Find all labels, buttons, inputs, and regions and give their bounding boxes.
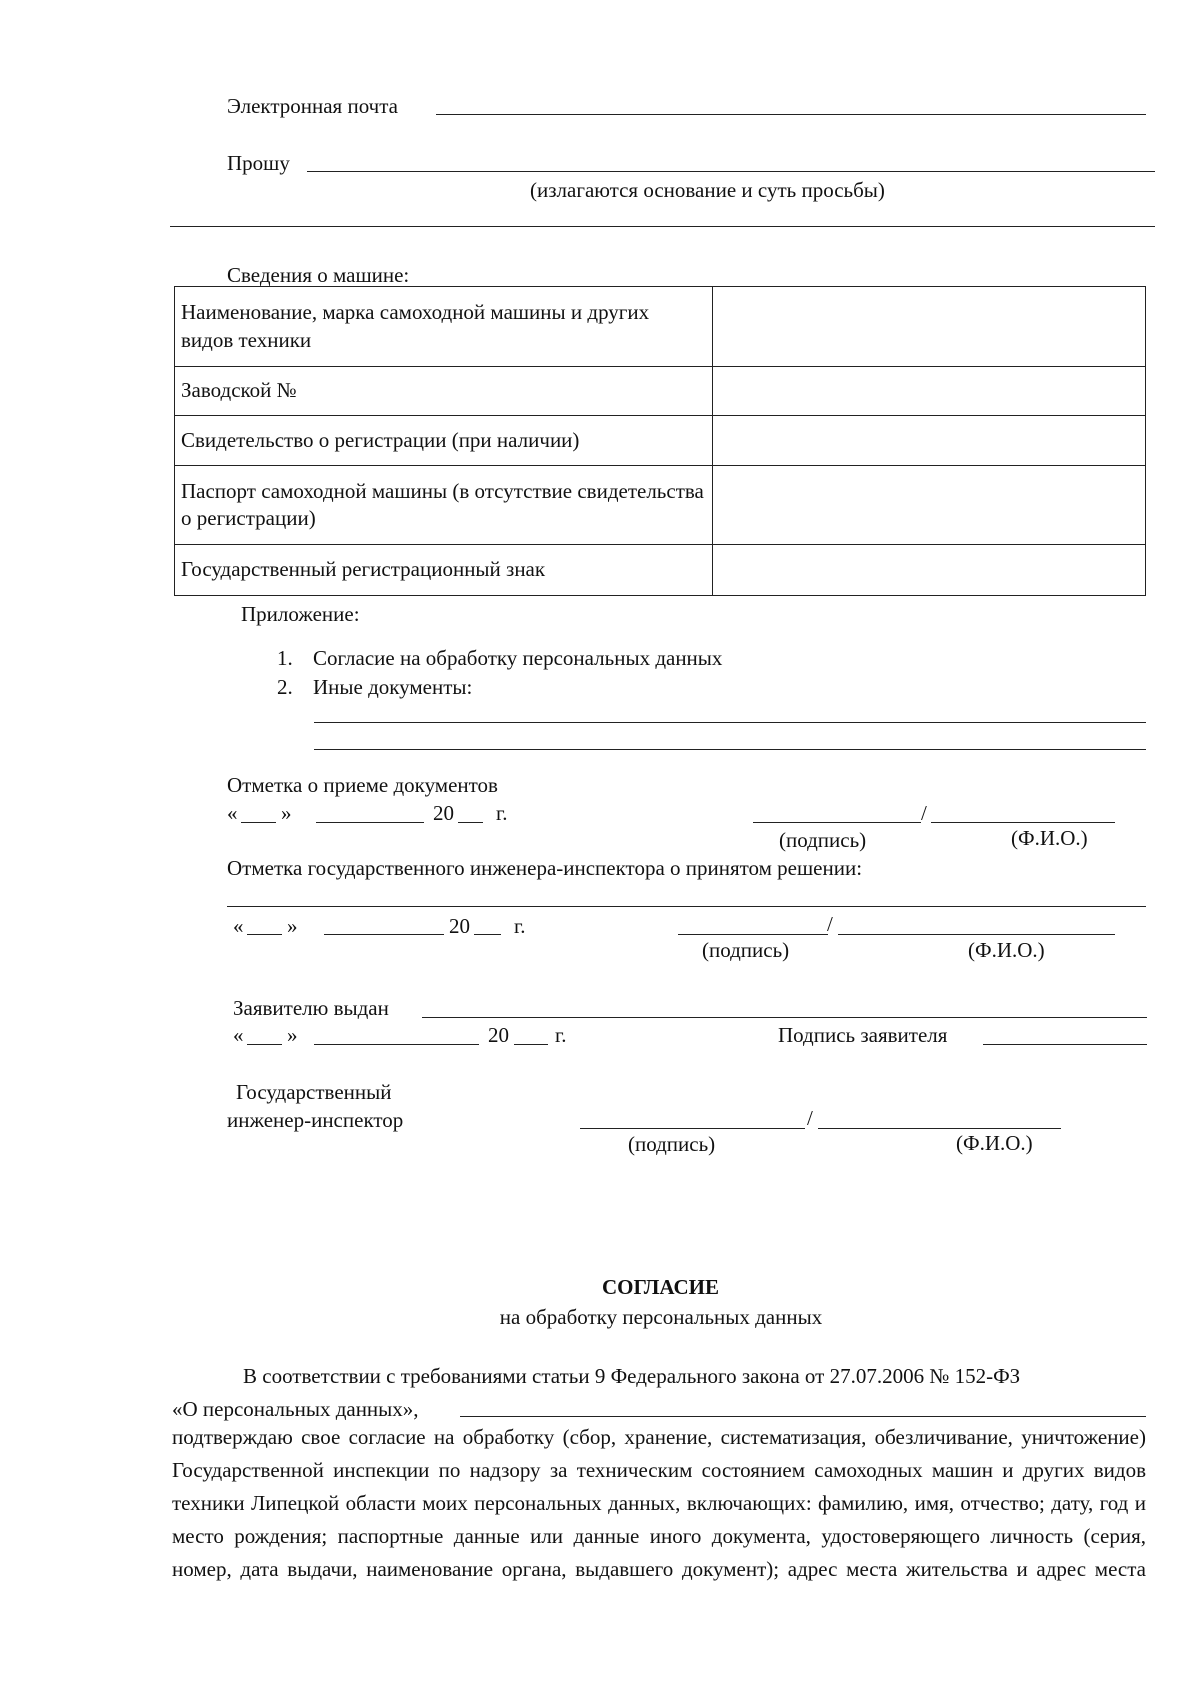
issued-field[interactable] — [422, 1017, 1147, 1018]
email-field[interactable] — [436, 114, 1146, 115]
machine-name-label: Наименование, марка самоходной машины и других видов техники — [175, 287, 713, 367]
machine-section-title: Сведения о машине: — [227, 263, 410, 287]
date-close-quote: » — [287, 914, 298, 938]
attachment-text: Согласие на обработку персональных данных — [313, 646, 723, 670]
fio-caption: (Ф.И.О.) — [1011, 826, 1088, 850]
factory-number-label: Заводской № — [175, 367, 713, 416]
decision-label: Отметка государственного инженера-инспектора о принятом решении: — [227, 856, 863, 880]
date-close-quote: » — [287, 1023, 298, 1047]
consent-subtitle: на обработку персональных данных — [499, 1305, 823, 1329]
applicant-signature-label: Подпись заявителя — [778, 1023, 948, 1047]
machine-table — [174, 286, 1146, 596]
signature-field[interactable] — [753, 822, 921, 823]
year-field[interactable] — [474, 934, 501, 935]
date-open-quote: « — [233, 1023, 244, 1047]
slash: / — [827, 912, 833, 936]
day-field[interactable] — [247, 934, 282, 935]
table-row — [175, 545, 1146, 596]
request-field[interactable] — [307, 171, 1155, 172]
reception-label: Отметка о приеме документов — [227, 773, 498, 797]
signature-caption: (подпись) — [702, 938, 790, 962]
month-field[interactable] — [324, 934, 444, 935]
law-name: «О персональных данных», — [172, 1397, 419, 1421]
applicant-name-field[interactable] — [460, 1416, 1146, 1417]
table-row — [175, 416, 1146, 466]
day-field[interactable] — [241, 822, 276, 823]
consent-title: СОГЛАСИЕ — [602, 1275, 719, 1299]
request-label: Прошу — [227, 151, 290, 175]
machine-name-value[interactable] — [713, 287, 1146, 367]
attachment-number: 2. — [277, 675, 293, 699]
year-prefix: 20 — [433, 801, 454, 825]
inspector-title-line2: инженер-инспектор — [227, 1108, 404, 1132]
consent-body: подтверждаю свое согласие на обработку (сбор, хранение, систематизация, обезличивание, уничтожение) Государственной инспекции по надзору за техническим состоянием самоходных машин и других видов техники Липецкой области моих персональных данных, включающих: фамилию, имя, отчество; дату, год и место рождения; паспортные данные или данные иного документа, удостоверяющего личность (серия, номер, дата выдачи, наименование органа, выдавшего документ); адрес места жительства и адрес места — [172, 1425, 1146, 1581]
factory-number-value[interactable] — [713, 367, 1146, 416]
date-open-quote: « — [233, 914, 244, 938]
table-row — [175, 367, 1146, 416]
registration-plate-label: Государственный регистрационный знак — [175, 545, 713, 596]
registration-certificate-value[interactable] — [713, 416, 1146, 466]
year-suffix: г. — [514, 914, 526, 938]
signature-caption: (подпись) — [779, 828, 867, 852]
fio-field[interactable] — [838, 934, 1115, 935]
signature-field[interactable] — [580, 1128, 805, 1129]
other-documents-field[interactable] — [314, 722, 1146, 723]
slash: / — [921, 801, 927, 825]
decision-field[interactable] — [227, 906, 1146, 907]
email-label: Электронная почта — [227, 94, 398, 118]
year-field[interactable] — [458, 822, 483, 823]
fio-field[interactable] — [818, 1128, 1061, 1129]
signature-caption: (подпись) — [628, 1132, 716, 1156]
year-suffix: г. — [555, 1023, 567, 1047]
year-field[interactable] — [514, 1044, 548, 1045]
other-documents-field[interactable] — [314, 749, 1146, 750]
date-close-quote: » — [281, 801, 292, 825]
applicant-signature-field[interactable] — [983, 1044, 1147, 1045]
day-field[interactable] — [247, 1044, 282, 1045]
registration-certificate-label: Свидетельство о регистрации (при наличии) — [175, 416, 713, 466]
attachment-text: Иные документы: — [313, 675, 473, 699]
machine-passport-label: Паспорт самоходной машины (в отсутствие свидетельства о регистрации) — [175, 466, 713, 545]
request-hint: (излагаются основание и суть просьбы) — [530, 178, 885, 202]
machine-passport-value[interactable] — [713, 466, 1146, 545]
year-prefix: 20 — [488, 1023, 509, 1047]
year-suffix: г. — [496, 801, 508, 825]
month-field[interactable] — [316, 822, 424, 823]
month-field[interactable] — [314, 1044, 479, 1045]
attachments-title: Приложение: — [241, 602, 360, 626]
issued-label: Заявителю выдан — [233, 996, 389, 1020]
year-prefix: 20 — [449, 914, 470, 938]
signature-field[interactable] — [678, 934, 828, 935]
date-open-quote: « — [227, 801, 238, 825]
fio-field[interactable] — [931, 822, 1115, 823]
table-row — [175, 466, 1146, 545]
consent-intro: В соответствии с требованиями статьи 9 Федерального закона от 27.07.2006 № 152-ФЗ — [243, 1364, 1021, 1388]
attachment-number: 1. — [277, 646, 293, 670]
fio-caption: (Ф.И.О.) — [968, 938, 1045, 962]
request-field-continuation[interactable] — [170, 226, 1155, 227]
consent-body-block — [172, 1421, 1146, 1586]
inspector-title-line1: Государственный — [236, 1080, 392, 1104]
registration-plate-value[interactable] — [713, 545, 1146, 596]
fio-caption: (Ф.И.О.) — [956, 1131, 1033, 1155]
table-row — [175, 287, 1146, 367]
slash: / — [807, 1106, 813, 1130]
